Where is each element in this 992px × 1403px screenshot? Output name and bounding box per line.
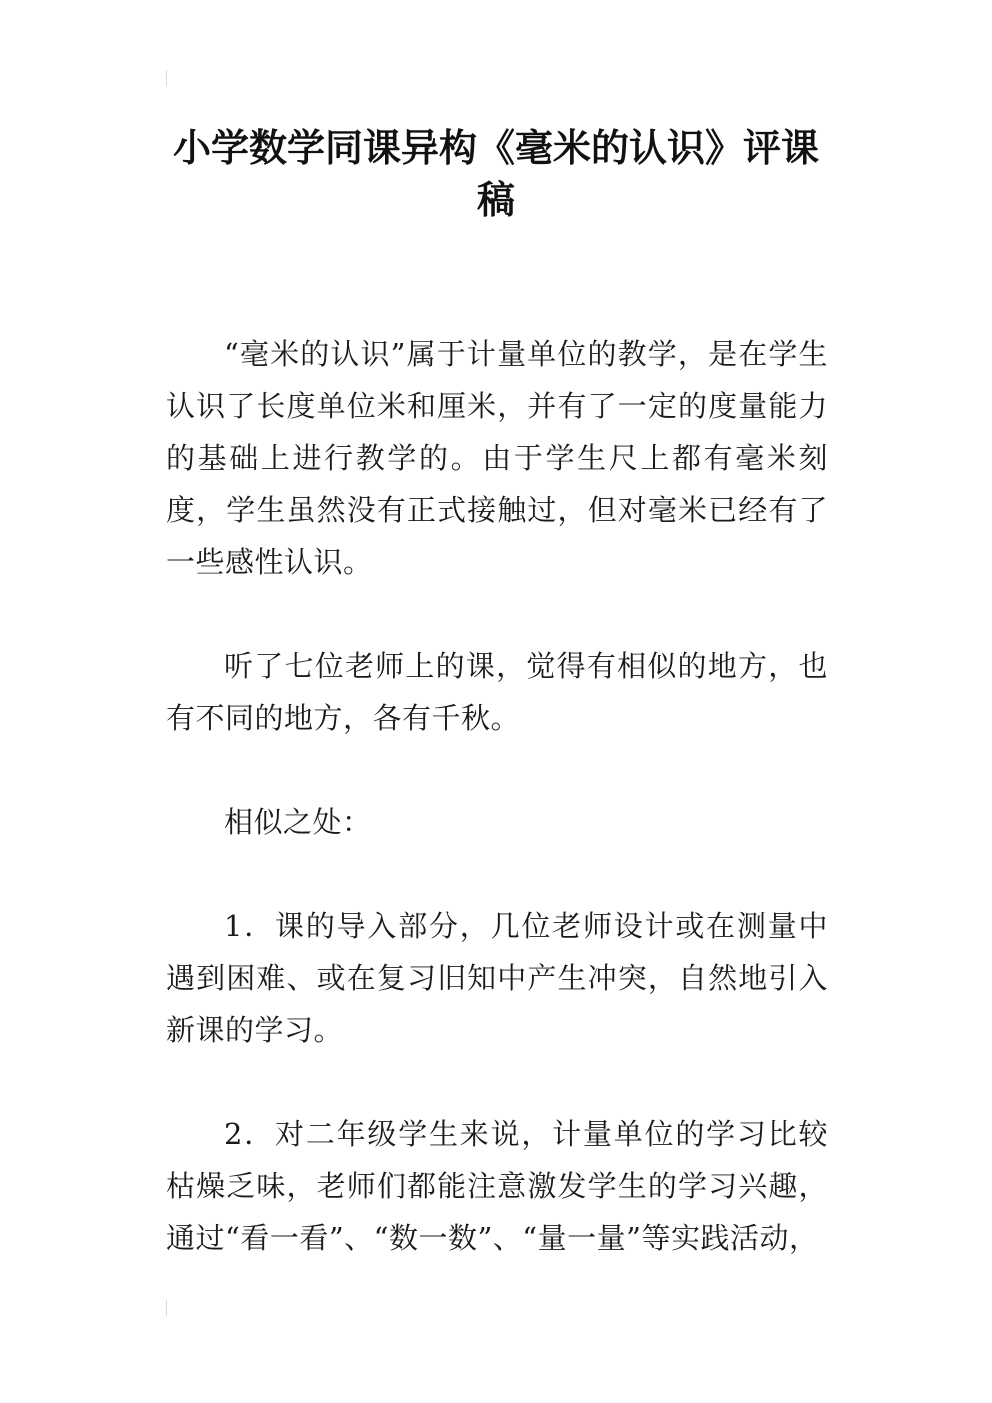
- paragraph-overview: 听了七位老师上的课，觉得有相似的地方，也有不同的地方，各有千秋。: [166, 649, 828, 735]
- paragraph-intro: “毫米的认识”属于计量单位的教学，是在学生认识了长度单位米和厘米，并有了一定的度量能力的基础上进行教学的。由于学生尺上都有毫米刻度，学生虽然没有正式接触过，但对毫米已经有了一些感性认识。: [166, 337, 828, 579]
- document-title: 小学数学同课异构《毫米的认识》评课稿: [172, 126, 819, 222]
- paragraph-point-1: 1．课的导入部分，几位老师设计或在测量中遇到困难、或在复习旧知中产生冲突，自然地引入新课的学习。: [166, 909, 828, 1047]
- page-corner-mark-bottom: [166, 1300, 167, 1316]
- paragraph-point-2: 2．对二年级学生来说，计量单位的学习比较枯燥乏味，老师们都能注意激发学生的学习兴趣，通过“看一看”、“数一数”、“量一量”等实践活动，: [166, 1117, 828, 1255]
- paragraph-similarities-heading: 相似之处：: [224, 805, 372, 839]
- page-corner-mark-top: [166, 70, 167, 86]
